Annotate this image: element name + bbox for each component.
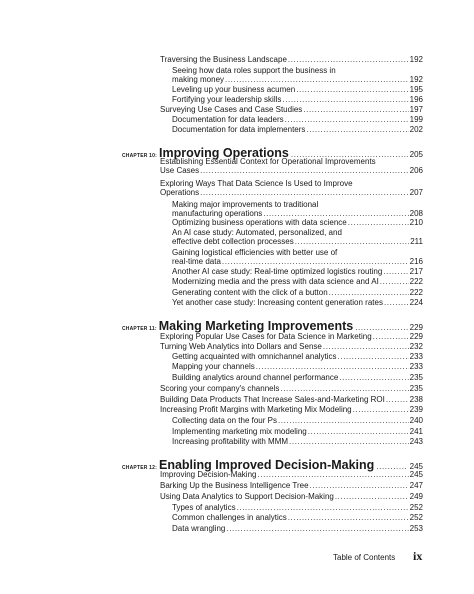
toc-entry [172,438,423,447]
toc-entry [172,299,423,308]
chapter-page: 245 [409,462,423,471]
toc-entry [172,86,423,95]
toc-entry-title: manufacturing operations [172,208,263,218]
dot-leader [338,353,409,362]
toc-entry-title: Surveying Use Cases and Case Studies [160,105,303,114]
dot-leader [295,238,410,247]
dot-leader [308,428,409,437]
toc-entry-title: Mapping your channels [172,362,255,371]
toc-entry-title: Building analytics around channel performance [172,373,339,382]
toc-entry-title: Traversing the Business Landscape [160,55,287,64]
toc-entry-title: Documentation for data implementers [172,125,306,134]
toc-entry-page: 235 [409,373,423,382]
dot-leader [288,56,409,65]
toc-entry [160,493,423,502]
toc-entry-title: Leveling up your business acumen [172,85,296,94]
toc-entry [172,504,423,513]
toc-entry-title: Modernizing media and the press with data science and AI [172,277,379,286]
dot-leader [335,493,409,502]
chapter-label: CHAPTER 11: [122,326,157,332]
toc-entry [172,428,423,437]
toc-entry-page: 252 [409,513,423,522]
toc-entry-title: Building Data Products That Increase Sales-and-Marketing ROI [160,395,385,404]
dot-leader [323,343,409,352]
toc-entry [172,126,423,135]
toc-entry [160,106,423,115]
toc-entry-title: Use Cases [160,165,200,175]
toc-entry-page: 241 [409,427,423,436]
dot-leader [200,189,409,198]
toc-entry-title: real-time data [172,256,221,266]
toc-entry-page: 245 [409,470,423,479]
dot-leader [296,86,408,95]
toc-entry-page: 222 [409,277,423,286]
toc-entry [160,180,423,197]
toc-entry-title: Scoring your company's channels [160,384,280,393]
toc-entry [160,471,423,480]
toc-entry [172,289,423,298]
chapter-title: Making Marketing Improvements [158,319,354,333]
toc-entry-page: 229 [409,332,423,341]
toc-entry-title: Exploring Ways That Data Science Is Used to Improve [160,179,353,188]
dot-leader [329,289,409,298]
toc-entry-title: Types of analytics [172,503,236,512]
chapter-title: Enabling Improved Decision-Making [158,458,375,472]
toc-entry-page: 238 [409,395,423,404]
toc-entry-page: 232 [409,342,423,351]
chapter-page: 205 [409,150,423,159]
toc-entry-title: making money [172,74,225,84]
toc-entry [160,385,423,394]
dot-leader [373,333,409,342]
toc-entry-page: 252 [409,503,423,512]
toc-entry-title: Gaining logistical efficiencies with better use of [172,248,338,257]
toc-entry-title: Exploring Popular Use Cases for Data Science in Marketing [160,332,372,341]
chapter-title: Improving Operations [158,146,289,160]
toc-entry-title: Optimizing business operations with data science [172,218,347,227]
toc-entry-page: 197 [409,105,423,114]
toc-entry [172,417,423,426]
toc-entry-title: Yet another case study: Increasing content generation rates [172,298,383,307]
toc-entry-title: Seeing how data roles support the business in [172,66,336,75]
toc-entry [160,56,423,65]
dot-leader [348,219,409,228]
dot-leader [226,525,408,534]
toc-entry-page: 216 [409,256,423,266]
toc-entry-title: Data wrangling [172,524,226,533]
toc-entry [172,278,423,287]
toc-entry-title: Using Data Analytics to Support Decision-Making [160,492,334,501]
toc-entry-page: 211 [410,236,423,246]
dot-leader [278,417,409,426]
dot-leader [282,96,408,105]
toc-entry-title: Getting acquainted with omnichannel analytics [172,352,337,361]
chapter-11-heading [122,319,423,333]
toc-entry-title: Common challenges in analytics [172,513,287,522]
toc-entry-page: 233 [409,362,423,371]
toc-entry [172,67,423,84]
toc-entry [160,158,423,175]
toc-entry-page: 207 [409,187,423,197]
toc-entry-title: Increasing profitability with MMM [172,437,289,446]
toc-entry-title: Making major improvements to traditional [172,200,319,209]
toc-entry-title: Operations [160,187,200,197]
toc-entry-page: 206 [409,165,423,175]
dot-leader [380,278,409,287]
dot-leader [384,299,409,308]
toc-entry-page: 249 [409,492,423,501]
running-footer-label: Table of Contents [333,553,396,562]
toc-entry-title: effective debt collection processes [172,236,294,246]
toc-entry-title: Improving Decision-Making [160,470,257,479]
toc-entry-page: 243 [409,437,423,446]
dot-leader [355,323,407,332]
page-number: ix [413,549,423,563]
toc-entry-page: 210 [409,218,423,227]
toc-entry [172,219,423,228]
dot-leader [285,116,409,125]
dot-leader [222,258,409,267]
chapter-label: CHAPTER 10: [122,153,157,159]
chapter-label: CHAPTER 12: [122,465,157,471]
dot-leader [339,374,408,383]
dot-leader [289,438,409,447]
toc-entry [172,268,423,277]
toc-entry-title: Implementing marketing mix modeling [172,427,307,436]
toc-entry-title: Barking Up the Business Intelligence Tree [160,481,309,490]
toc-entry-title: Establishing Essential Context for Operational Improvements [160,157,376,166]
toc-entry-page: 195 [409,85,423,94]
toc-entry [160,406,423,415]
toc-entry [172,514,423,523]
toc-entry [172,353,423,362]
toc-entry-title: Increasing Profit Margins with Marketing Mix Modeling [160,405,352,414]
toc-entry-page: 222 [409,288,423,297]
toc-entry [172,96,423,105]
toc-entry [172,374,423,383]
toc-entry-title: Documentation for data leaders [172,115,284,124]
dot-leader [256,363,409,372]
dot-leader [257,471,408,480]
dot-leader [386,396,409,405]
toc-entry [172,249,423,266]
dot-leader [225,76,409,85]
dot-leader [376,462,407,471]
toc-entry [160,343,423,352]
toc-entry-page: 240 [409,416,423,425]
toc-entry-page: 196 [409,95,423,104]
dot-leader [200,167,409,176]
dot-leader [280,385,408,394]
dot-leader [306,126,408,135]
toc-entry-title: An AI case study: Automated, personalized, and [172,228,342,237]
chapter-page: 229 [409,323,423,332]
toc-entry-title: Turning Web Analytics into Dollars and Sense [160,342,322,351]
toc-entry-title: Another AI case study: Real-time optimized logistics routing [172,267,383,276]
dot-leader [353,406,409,415]
toc-entry [172,363,423,372]
toc-entry [172,525,423,534]
toc-entry-page: 192 [409,55,423,64]
toc-entry-page: 208 [409,208,423,218]
toc-entry-page: 253 [409,524,423,533]
toc-entry [172,116,423,125]
toc-entry-page: 199 [409,115,423,124]
toc-entry-page: 235 [409,384,423,393]
dot-leader [383,268,408,277]
dot-leader [263,210,408,219]
toc-entry-title: Collecting data on the four Ps [172,416,277,425]
toc-entry-page: 224 [409,298,423,307]
dot-leader [303,106,408,115]
dot-leader [288,514,409,523]
toc-entry-title: Generating content with the click of a button [172,288,328,297]
toc-entry-title: Fortifying your leadership skills [172,95,282,104]
dot-leader [237,504,409,513]
toc-entry [160,333,423,342]
toc-entry [160,482,423,491]
toc-entry [160,396,423,405]
dot-leader [310,482,409,491]
toc-entry-page: 233 [409,352,423,361]
toc-entry [172,201,423,218]
toc-entry-page: 247 [409,481,423,490]
toc-entry-page: 202 [409,125,423,134]
toc-entry-page: 217 [409,267,423,276]
toc-entry-page: 192 [409,74,423,84]
toc-entry [172,229,423,246]
toc-entry-page: 239 [409,405,423,414]
